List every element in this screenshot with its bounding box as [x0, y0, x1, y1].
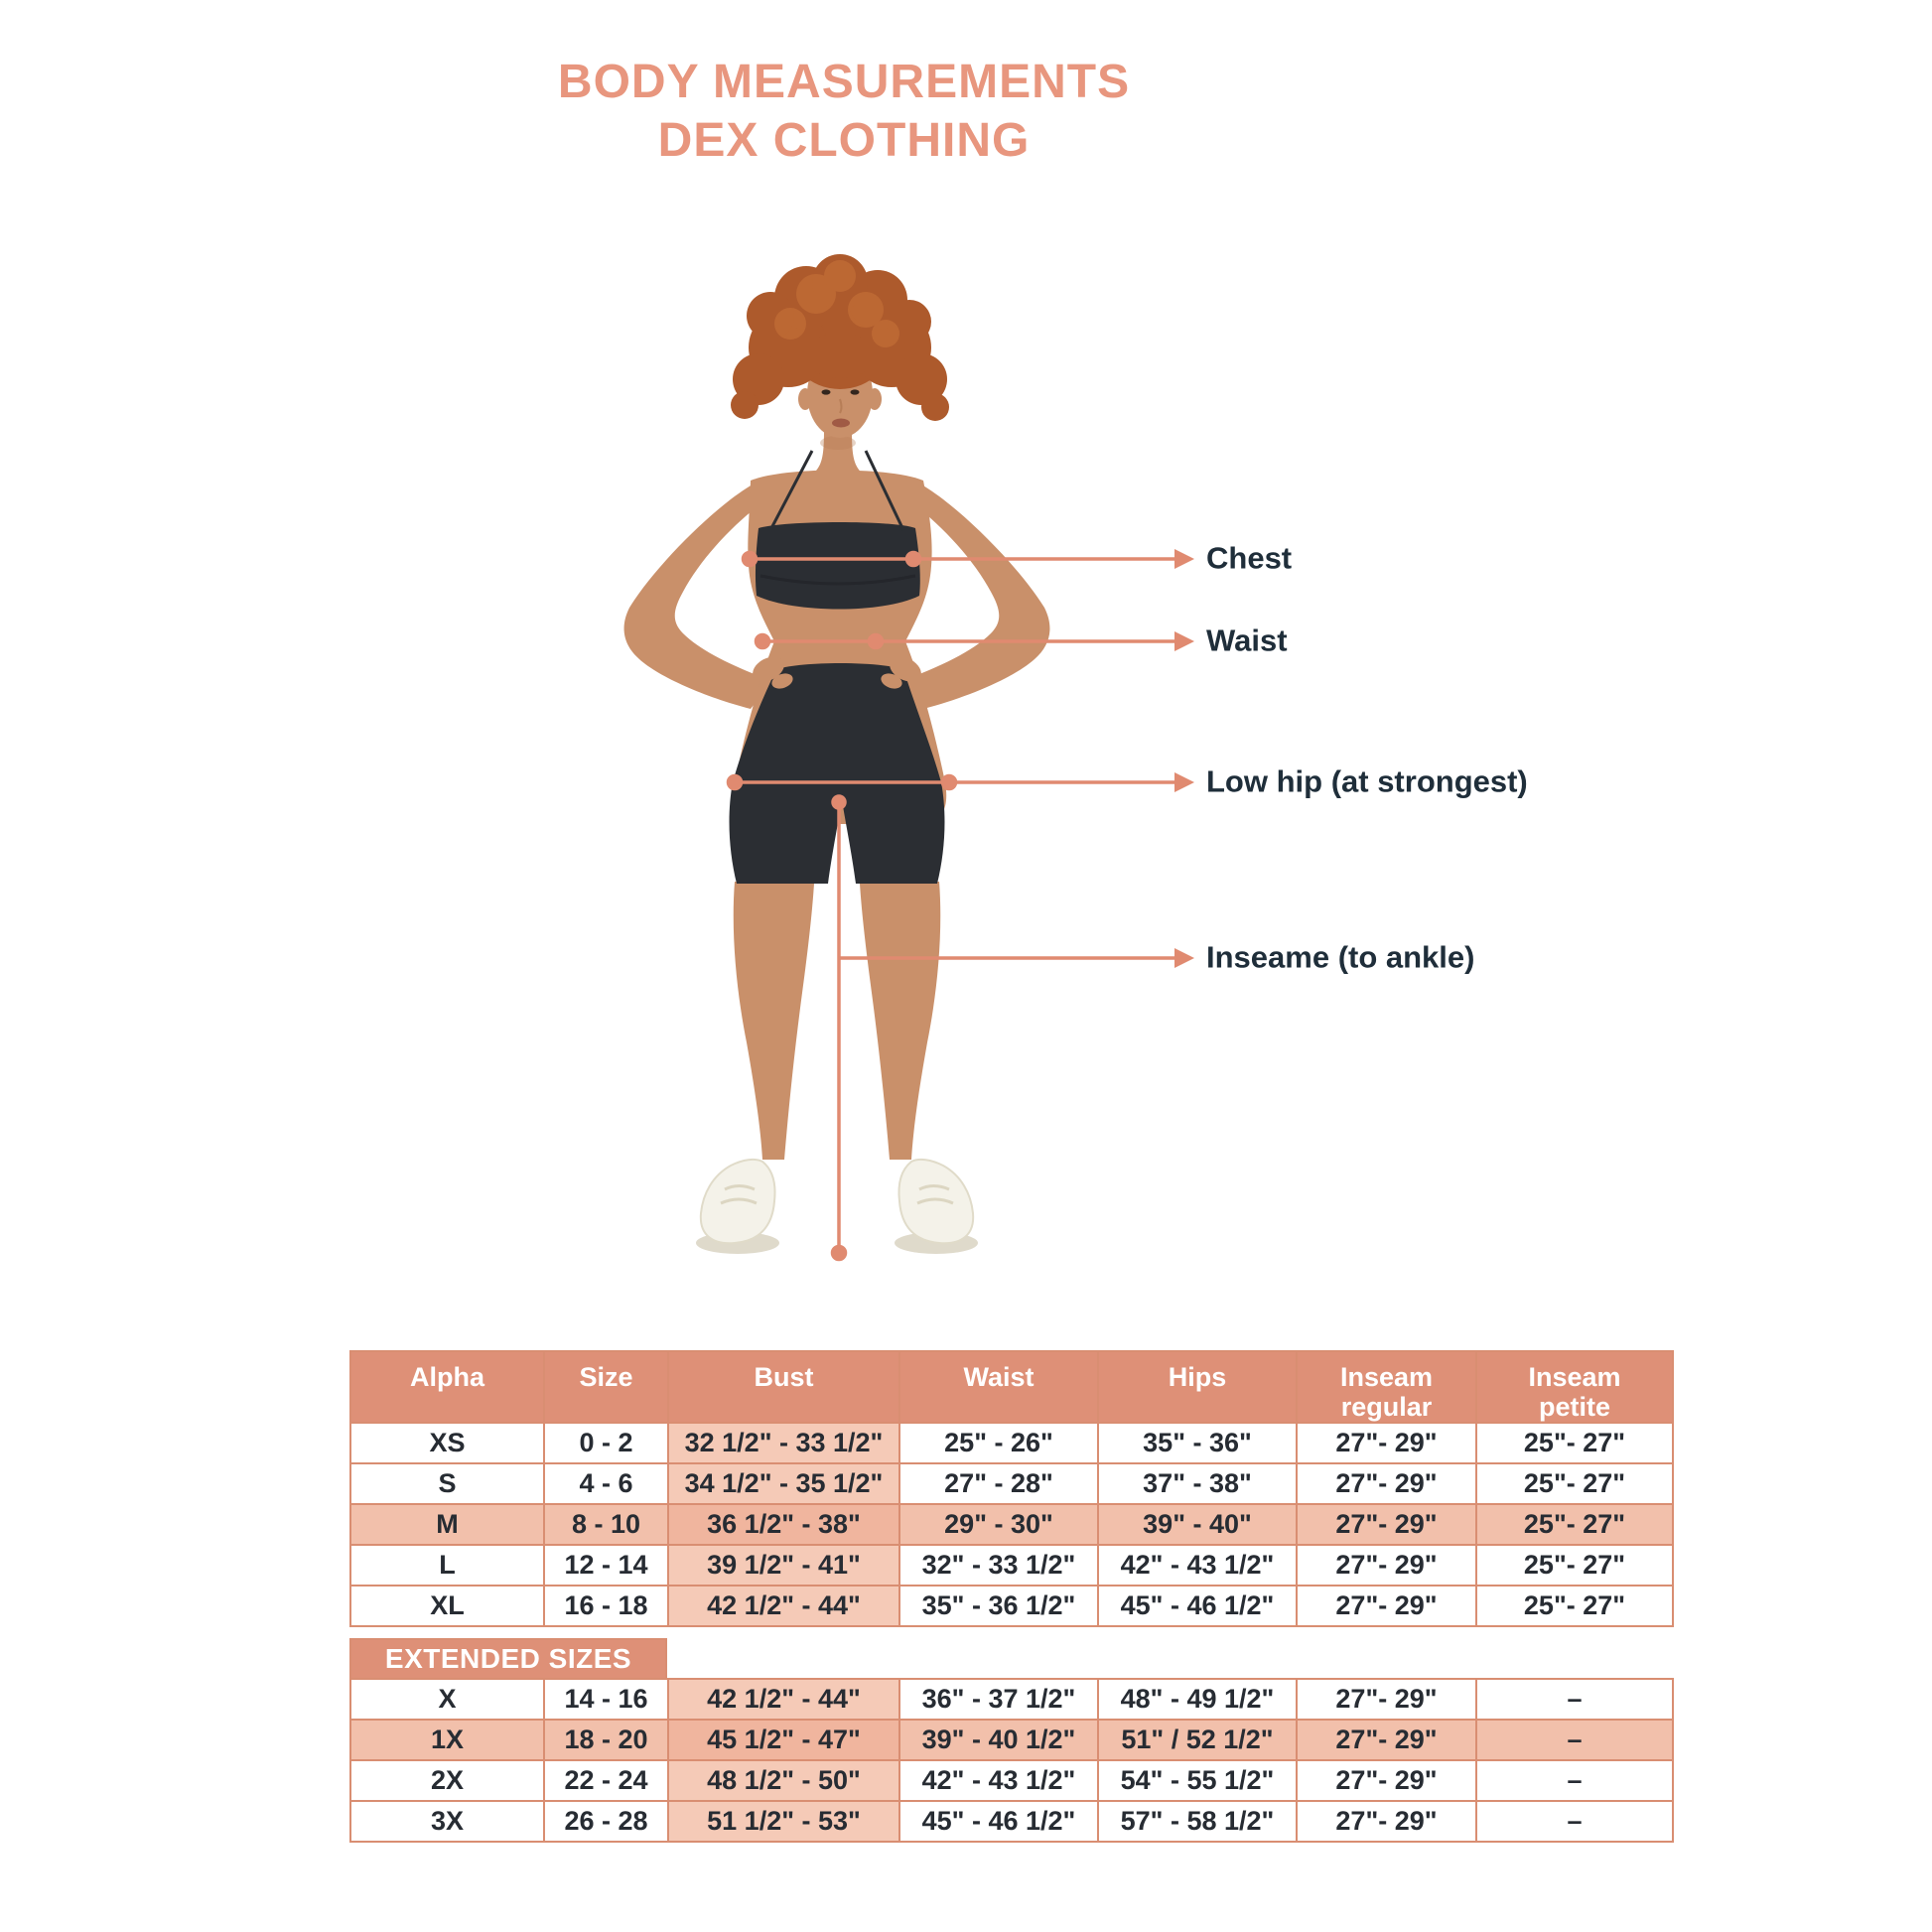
header-row	[350, 1351, 1673, 1423]
size-row-1x	[350, 1720, 1673, 1760]
size-chart-table	[349, 1350, 1674, 1627]
table-cell: 25"- 27"	[1476, 1545, 1673, 1586]
table-cell: 34 1/2" - 35 1/2"	[668, 1463, 899, 1504]
table-cell: 37" - 38"	[1098, 1463, 1297, 1504]
table-cell: 45 1/2" - 47"	[668, 1720, 899, 1760]
table-cell: M	[350, 1504, 544, 1545]
table-cell: 45" - 46 1/2"	[899, 1801, 1098, 1842]
table-cell: 25"- 27"	[1476, 1423, 1673, 1463]
table-cell: L	[350, 1545, 544, 1586]
chest-arrow-icon	[1174, 549, 1194, 569]
annotation-label-low-hip: Low hip (at strongest)	[1206, 763, 1528, 799]
table-cell: 26 - 28	[544, 1801, 668, 1842]
table-header-cell	[1297, 1351, 1476, 1423]
table-cell: 25" - 26"	[899, 1423, 1098, 1463]
low-hip-arrow-icon	[1174, 772, 1194, 792]
table-cell: 2X	[350, 1760, 544, 1801]
table-cell: XL	[350, 1586, 544, 1626]
table-cell: 42 1/2" - 44"	[668, 1679, 899, 1720]
table-cell: –	[1476, 1801, 1673, 1842]
table-cell: 32 1/2" - 33 1/2"	[668, 1423, 899, 1463]
table-cell: 27"- 29"	[1297, 1586, 1476, 1626]
table-cell: 0 - 2	[544, 1423, 668, 1463]
header-line-1: Inseam	[1339, 1362, 1434, 1392]
header-line-1: Alpha	[409, 1362, 484, 1392]
table-cell: 48" - 49 1/2"	[1098, 1679, 1297, 1720]
table-cell: S	[350, 1463, 544, 1504]
table-cell: 3X	[350, 1801, 544, 1842]
size-row-3x	[350, 1801, 1673, 1842]
model-figure	[556, 238, 1112, 1271]
table-cell: 48 1/2" - 50"	[668, 1760, 899, 1801]
extended-sizes-header: EXTENDED SIZES	[349, 1638, 667, 1680]
model-sneakers	[696, 1160, 978, 1254]
size-chart-header	[350, 1351, 1673, 1423]
size-row-l	[350, 1545, 1673, 1586]
table-cell: 27"- 29"	[1297, 1545, 1476, 1586]
size-row-s	[350, 1463, 1673, 1504]
model-legs	[734, 882, 941, 1160]
table-cell: 14 - 16	[544, 1679, 668, 1720]
size-row-2x	[350, 1760, 1673, 1801]
header-line-2: regular	[1340, 1392, 1433, 1422]
table-cell: –	[1476, 1720, 1673, 1760]
table-cell: –	[1476, 1760, 1673, 1801]
header-line-1: Hips	[1168, 1362, 1227, 1392]
table-cell: 39 1/2" - 41"	[668, 1545, 899, 1586]
header-line-1: Waist	[963, 1362, 1035, 1392]
table-cell: 27"- 29"	[1297, 1504, 1476, 1545]
table-cell: 4 - 6	[544, 1463, 668, 1504]
waist-arrow-icon	[1174, 631, 1194, 651]
table-cell: 16 - 18	[544, 1586, 668, 1626]
table-cell: 12 - 14	[544, 1545, 668, 1586]
table-header-cell	[668, 1351, 899, 1423]
table-cell: 27"- 29"	[1297, 1720, 1476, 1760]
size-row-x	[350, 1679, 1673, 1720]
annotation-label-chest: Chest	[1206, 540, 1293, 576]
table-cell: 45" - 46 1/2"	[1098, 1586, 1297, 1626]
table-header-cell	[1098, 1351, 1297, 1423]
table-cell: XS	[350, 1423, 544, 1463]
table-cell: 36 1/2" - 38"	[668, 1504, 899, 1545]
table-cell: 57" - 58 1/2"	[1098, 1801, 1297, 1842]
table-header-cell	[544, 1351, 668, 1423]
table-cell: 8 - 10	[544, 1504, 668, 1545]
table-cell: 22 - 24	[544, 1760, 668, 1801]
table-cell: 27" - 28"	[899, 1463, 1098, 1504]
table-header-cell	[1476, 1351, 1673, 1423]
table-cell: 42" - 43 1/2"	[1098, 1545, 1297, 1586]
page-title	[149, 54, 1539, 170]
table-cell: 25"- 27"	[1476, 1504, 1673, 1545]
header-line-2: petite	[1538, 1392, 1610, 1422]
table-cell: 18 - 20	[544, 1720, 668, 1760]
table-cell: 25"- 27"	[1476, 1586, 1673, 1626]
annotation-label-waist: Waist	[1206, 622, 1288, 658]
size-row-xs	[350, 1423, 1673, 1463]
header-line-1: Inseam	[1528, 1362, 1621, 1392]
title-line-1: BODY MEASUREMENTS	[557, 56, 1131, 108]
size-row-m	[350, 1504, 1673, 1545]
table-cell: 27"- 29"	[1297, 1760, 1476, 1801]
extended-size-chart-table	[349, 1678, 1674, 1843]
table-cell: 35" - 36 1/2"	[899, 1586, 1098, 1626]
table-cell: 51 1/2" - 53"	[668, 1801, 899, 1842]
header-line-1: Bust	[754, 1362, 814, 1392]
table-cell: 27"- 29"	[1297, 1679, 1476, 1720]
table-cell: 51" / 52 1/2"	[1098, 1720, 1297, 1760]
table-cell: 27"- 29"	[1297, 1801, 1476, 1842]
table-cell: X	[350, 1679, 544, 1720]
table-cell: 39" - 40"	[1098, 1504, 1297, 1545]
title-line-2: DEX CLOTHING	[657, 113, 1031, 167]
inseam-arrow-icon	[1174, 948, 1194, 968]
table-cell: 36" - 37 1/2"	[899, 1679, 1098, 1720]
table-cell: 39" - 40 1/2"	[899, 1720, 1098, 1760]
table-cell: 42 1/2" - 44"	[668, 1586, 899, 1626]
table-cell: 54" - 55 1/2"	[1098, 1760, 1297, 1801]
header-line-1: Size	[579, 1362, 633, 1392]
table-header-cell	[350, 1351, 544, 1423]
table-cell: 29" - 30"	[899, 1504, 1098, 1545]
table-cell: 27"- 29"	[1297, 1463, 1476, 1504]
table-cell: 35" - 36"	[1098, 1423, 1297, 1463]
table-cell: 27"- 29"	[1297, 1423, 1476, 1463]
table-cell: 1X	[350, 1720, 544, 1760]
table-cell: 32" - 33 1/2"	[899, 1545, 1098, 1586]
size-row-xl	[350, 1586, 1673, 1626]
table-header-cell	[899, 1351, 1098, 1423]
table-cell: 42" - 43 1/2"	[899, 1760, 1098, 1801]
annotation-label-inseam: Inseame (to ankle)	[1206, 939, 1475, 975]
table-cell: 25"- 27"	[1476, 1463, 1673, 1504]
table-cell: –	[1476, 1679, 1673, 1720]
